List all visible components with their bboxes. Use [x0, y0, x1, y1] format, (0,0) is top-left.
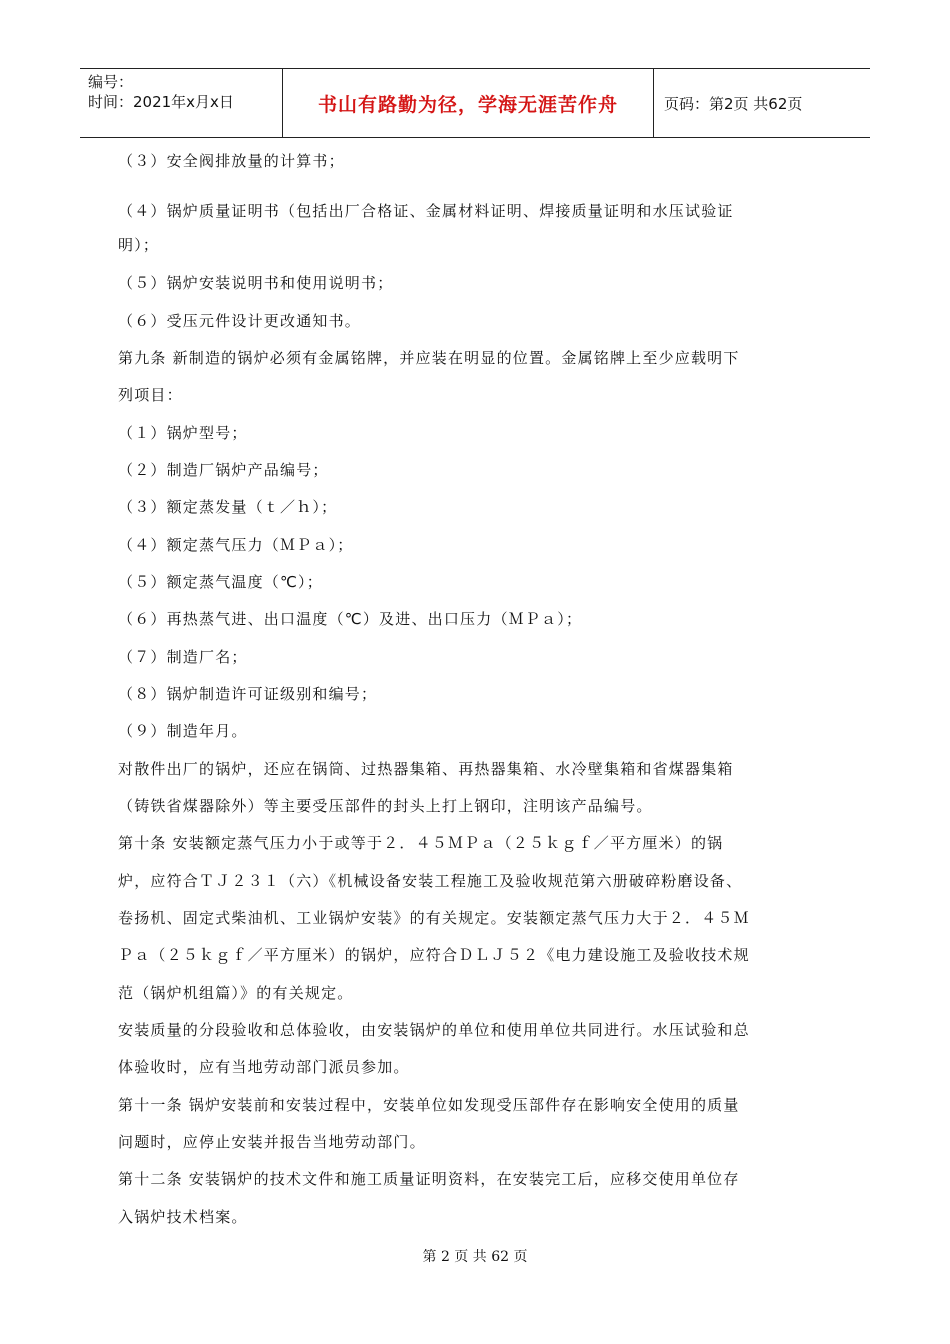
page-header	[80, 68, 870, 138]
body-line: （４）额定蒸气压力（ＭＰａ）；	[118, 536, 354, 554]
document-date: 时间：2021年x月x日	[88, 93, 234, 111]
body-line: （３）额定蒸发量（ｔ／ｈ）；	[118, 498, 338, 516]
body-line: 问题时，应停止安装并报告当地劳动部门。	[118, 1133, 426, 1151]
body-line: 安装质量的分段验收和总体验收，由安装锅炉的单位和使用单位共同进行。水压试验和总	[118, 1021, 750, 1039]
body-line: Ｐａ（２５ｋｇｆ／平方厘米）的锅炉，应符合ＤＬＪ５２《电力建设施工及验收技术规	[118, 946, 750, 964]
body-line: （２）制造厂锅炉产品编号；	[118, 461, 329, 479]
header-page-info: 页码：第2页 共62页	[664, 94, 803, 113]
body-line: 对散件出厂的锅炉，还应在锅筒、过热器集箱、再热器集箱、水冷壁集箱和省煤器集箱	[118, 760, 734, 778]
header-motto: 书山有路勤为径，学海无涯苦作舟	[317, 93, 618, 116]
body-line: 范（锅炉机组篇）》的有关规定。	[118, 984, 354, 1002]
body-line: 列项目：	[118, 386, 183, 404]
body-line: （５）锅炉安装说明书和使用说明书；	[118, 274, 394, 292]
document-number-label: 编号：	[88, 73, 134, 91]
body-line: （３）安全阀排放量的计算书；	[118, 152, 345, 170]
body-line: 炉，应符合ＴＪ２３１（六）《机械设备安装工程施工及验收规范第六册破碎粉磨设备、	[118, 872, 743, 890]
body-line: 入锅炉技术档案。	[118, 1208, 248, 1226]
body-line: （７）制造厂名；	[118, 648, 248, 666]
body-line: 第十条 安装额定蒸气压力小于或等于２．４５ＭＰａ（２５ｋｇｆ／平方厘米）的锅	[118, 834, 724, 852]
body-line: 第十二条 安装锅炉的技术文件和施工质量证明资料，在安装完工后，应移交使用单位存	[118, 1170, 740, 1188]
header-motto-cell	[283, 69, 654, 137]
body-line: （４）锅炉质量证明书（包括出厂合格证、金属材料证明、焊接质量证明和水压试验证	[118, 202, 734, 220]
body-line: （６）再热蒸气进、出口温度（℃）及进、出口压力（ＭＰａ）；	[118, 610, 583, 628]
body-line: （８）锅炉制造许可证级别和编号；	[118, 685, 378, 703]
body-line: （铸铁省煤器除外）等主要受压部件的封头上打上钢印，注明该产品编号。	[118, 797, 653, 815]
body-line: （１）锅炉型号；	[118, 424, 248, 442]
header-meta-cell	[80, 69, 283, 137]
body-line: （６）受压元件设计更改通知书。	[118, 312, 362, 330]
body-line: 第十一条 锅炉安装前和安装过程中，安装单位如发现受压部件存在影响安全使用的质量	[118, 1096, 740, 1114]
header-page-cell	[654, 69, 870, 137]
page-footer: 第 2 页 共 62 页	[422, 1249, 528, 1265]
body-line: 明）；	[118, 236, 160, 254]
body-line: 体验收时，应有当地劳动部门派员参加。	[118, 1058, 410, 1076]
body-line: （９）制造年月。	[118, 722, 248, 740]
body-line: 第九条 新制造的锅炉必须有金属铭牌，并应装在明显的位置。金属铭牌上至少应载明下	[118, 349, 740, 367]
body-line: 卷扬机、固定式柴油机、工业锅炉安装》的有关规定。安装额定蒸气压力大于２．４５Ｍ	[118, 909, 750, 927]
body-line: （５）额定蒸气温度（℃）；	[118, 573, 323, 591]
